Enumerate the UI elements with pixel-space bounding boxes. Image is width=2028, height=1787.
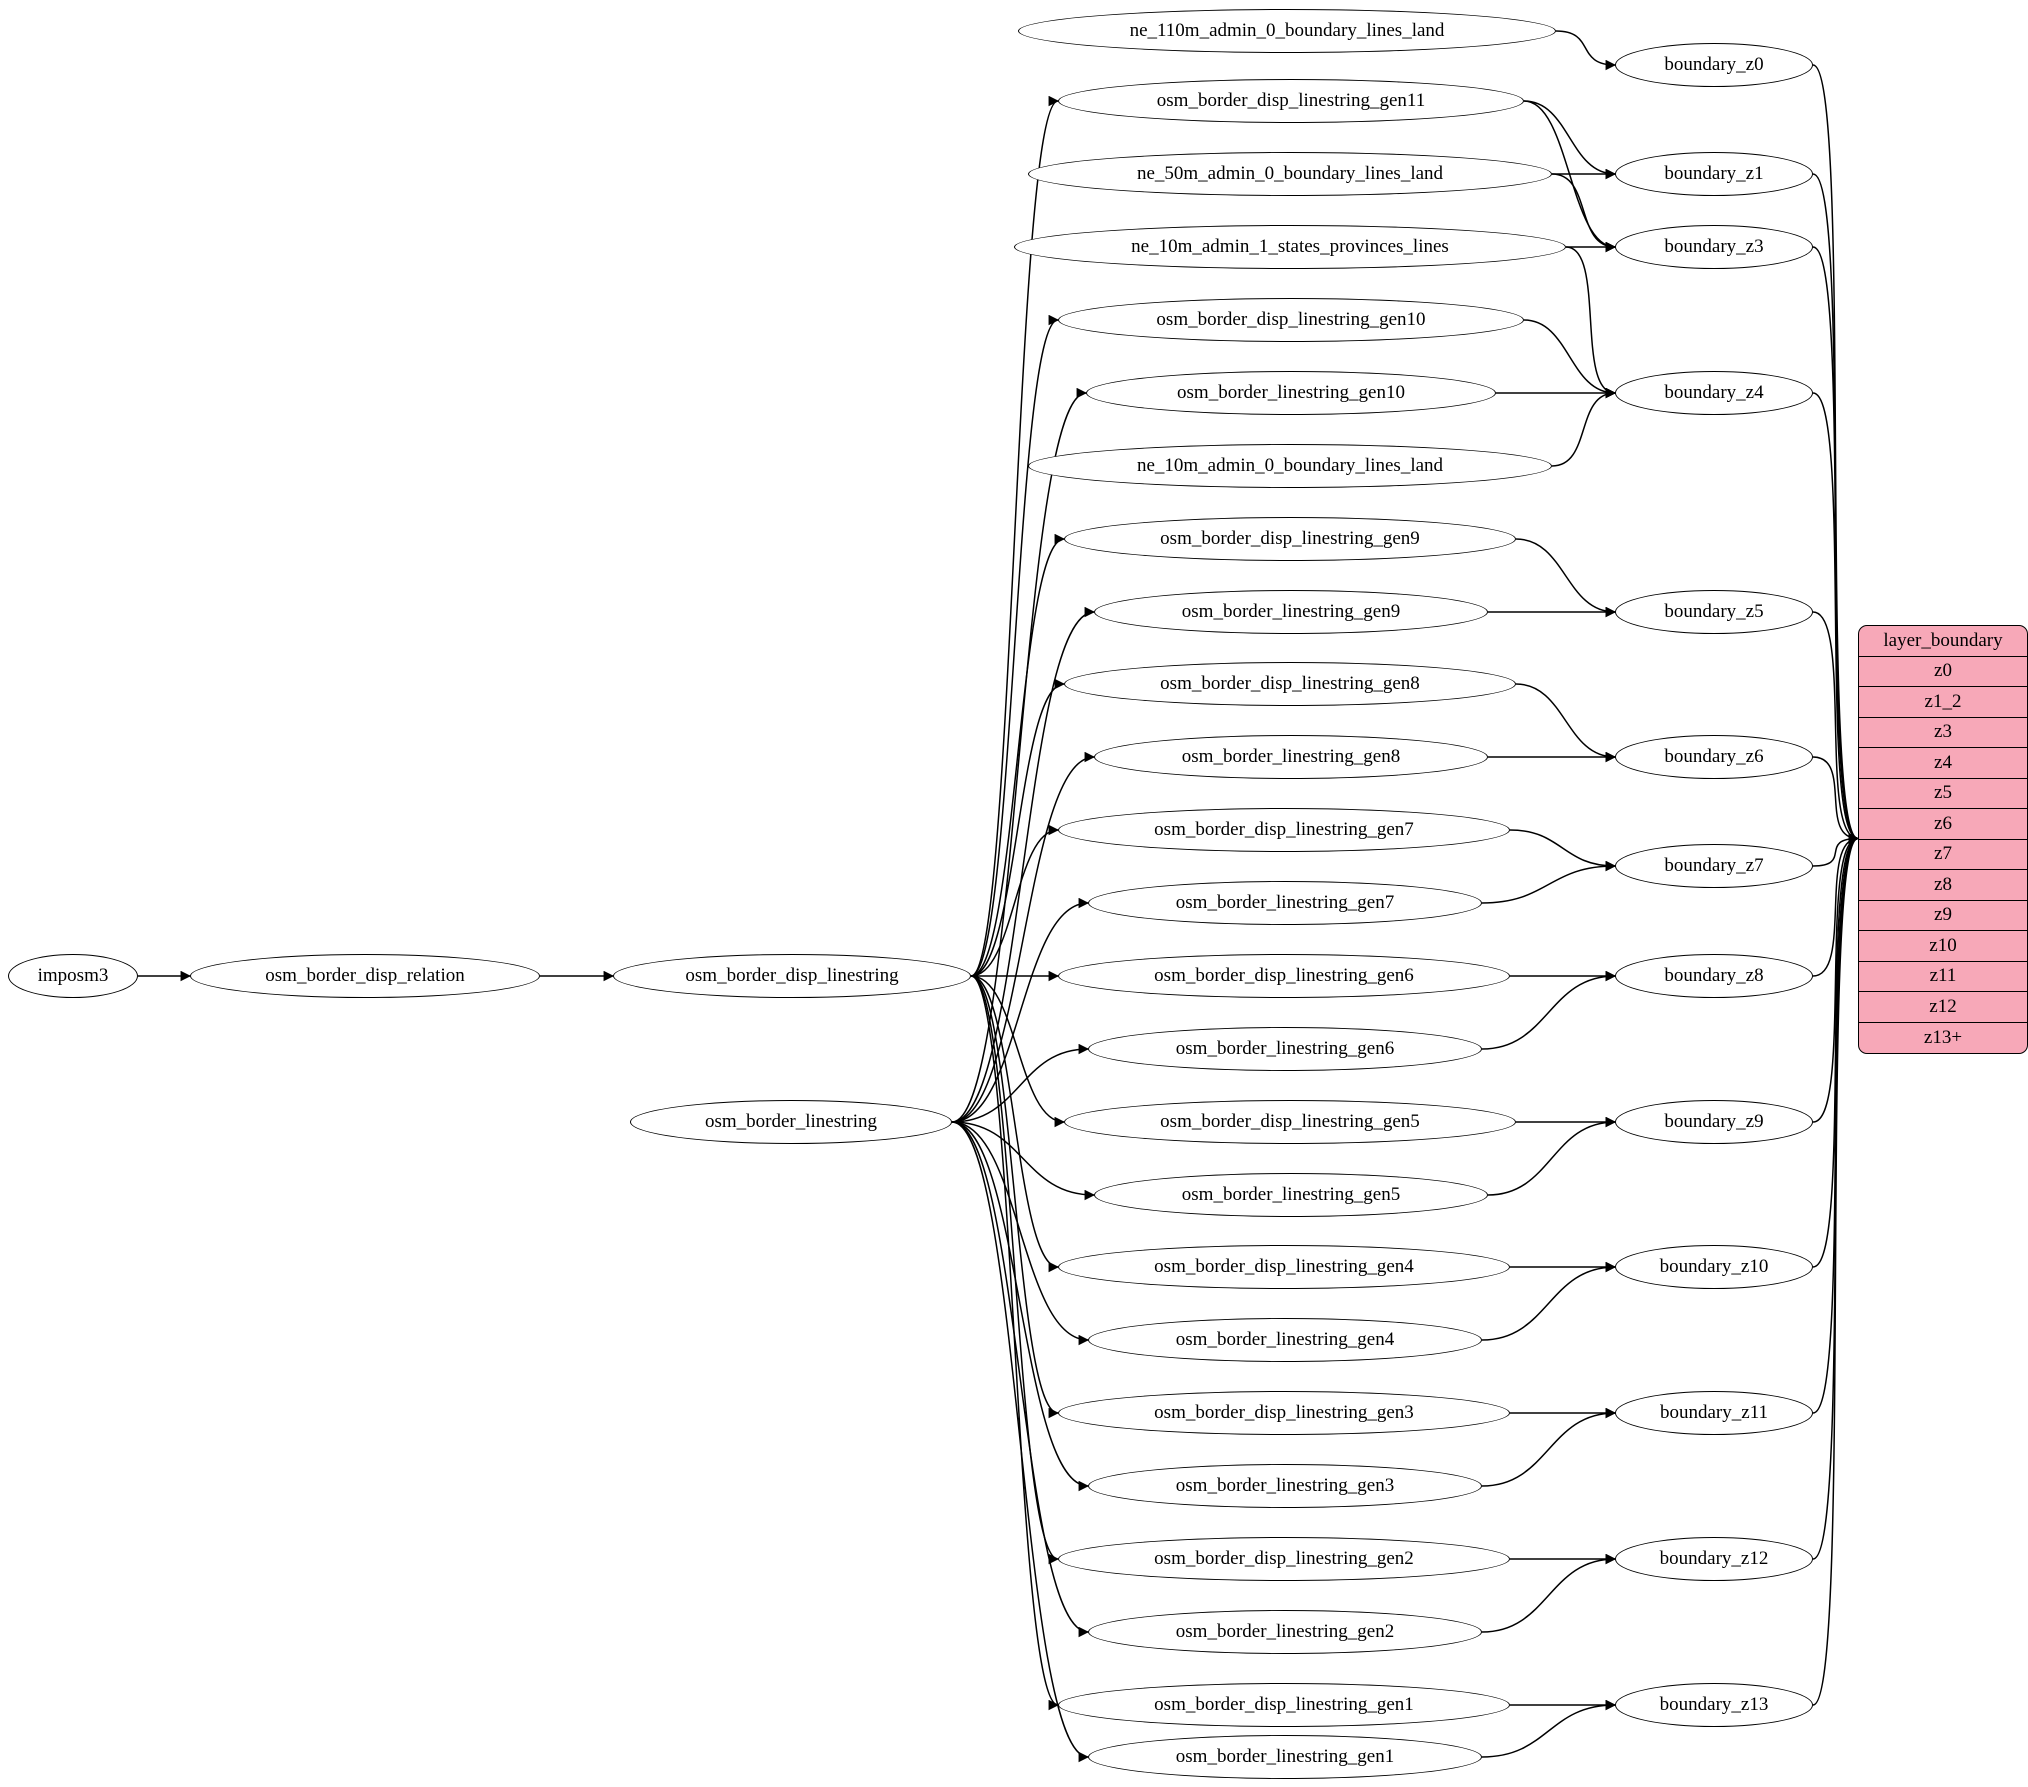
graph-node-osm_border_linestring_gen8[interactable] [1094,735,1488,779]
record-row-z1_2[interactable]: z1_2 [1859,687,2027,718]
record-row-z0[interactable]: z0 [1859,657,2027,688]
graph-node-label: osm_border_disp_linestring_gen8 [1160,673,1420,694]
graph-node-osm_border_linestring_gen10[interactable] [1086,371,1496,415]
graph-node-osm_border_linestring_gen2[interactable] [1088,1610,1482,1654]
edge-boundary_z1-to-layer_boundary [1813,174,1858,839]
graph-node-osm_border_linestring_gen1[interactable] [1088,1735,1482,1779]
edge-osm_border_disp_linestring-to-osm_border_disp_linestring_gen2 [971,976,1058,1559]
edge-osm_border_disp_linestring-to-osm_border_disp_linestring_gen9 [971,539,1064,976]
graph-node-label: boundary_z4 [1664,382,1764,403]
graph-node-label: osm_border_linestring_gen10 [1177,382,1405,403]
graph-node-osm_border_linestring_gen9[interactable] [1094,590,1488,634]
graph-node-label: osm_border_disp_relation [265,965,465,986]
edge-osm_border_disp_linestring-to-osm_border_disp_linestring_gen7 [971,830,1058,976]
edge-osm_border_disp_linestring-to-osm_border_disp_linestring_gen3 [971,976,1058,1413]
graph-node-label: ne_50m_admin_0_boundary_lines_land [1136,163,1444,184]
edge-osm_border_linestring-to-osm_border_linestring_gen10 [952,393,1086,1122]
graph-node-label: osm_border_linestring_gen8 [1181,746,1401,767]
graph-node-ne_10m_admin_1_states_provinces_lines[interactable] [1014,225,1566,269]
graph-node-label: osm_border_linestring_gen5 [1181,1184,1401,1205]
graph-node-osm_border_disp_relation[interactable] [190,954,540,998]
edge-osm_border_disp_linestring-to-osm_border_disp_linestring_gen8 [971,684,1064,976]
graph-node-osm_border_disp_linestring_gen5[interactable] [1064,1100,1516,1144]
graph-node-label: boundary_z0 [1664,54,1764,75]
record-row-z5[interactable]: z5 [1859,779,2027,810]
graph-node-label: osm_border_disp_linestring_gen1 [1154,1694,1414,1715]
graph-node-osm_border_linestring_gen5[interactable] [1094,1173,1488,1217]
graph-node-boundary_z12[interactable] [1615,1537,1813,1581]
edge-osm_border_disp_linestring-to-osm_border_disp_linestring_gen5 [971,976,1064,1122]
graph-node-osm_border_linestring_gen7[interactable] [1088,881,1482,925]
record-row-z7[interactable]: z7 [1859,840,2027,871]
graph-node-label: osm_border_disp_linestring_gen7 [1154,819,1414,840]
graph-node-ne_50m_admin_0_boundary_lines_land[interactable] [1028,152,1552,196]
graph-node-label: osm_border_disp_linestring_gen2 [1154,1548,1414,1569]
graph-node-label: boundary_z8 [1664,965,1764,986]
edge-osm_border_linestring_gen2-to-boundary_z12 [1482,1559,1615,1632]
record-row-z3[interactable]: z3 [1859,718,2027,749]
edge-ne_50m_admin_0_boundary_lines_land-to-boundary_z3 [1552,174,1615,247]
edge-osm_border_disp_linestring_gen9-to-boundary_z5 [1516,539,1615,612]
edge-osm_border_linestring_gen4-to-boundary_z10 [1482,1267,1615,1340]
graph-node-label: osm_border_linestring_gen6 [1175,1038,1395,1059]
graph-node-osm_border_linestring_gen3[interactable] [1088,1464,1482,1508]
graph-node-label: osm_border_disp_linestring_gen6 [1154,965,1414,986]
edge-osm_border_disp_linestring_gen11-to-boundary_z1 [1524,101,1615,174]
graph-node-osm_border_disp_linestring_gen7[interactable] [1058,808,1510,852]
edge-osm_border_linestring_gen3-to-boundary_z11 [1482,1413,1615,1486]
edge-boundary_z6-to-layer_boundary [1813,757,1858,839]
record-row-z13plus[interactable]: z13+ [1923,1026,1963,1048]
graph-node-label: boundary_z7 [1664,855,1764,876]
graph-node-ne_110m_admin_0_boundary_lines_land[interactable] [1018,9,1556,53]
edge-osm_border_disp_linestring-to-osm_border_disp_linestring_gen1 [971,976,1058,1705]
record-row-z11[interactable]: z11 [1859,962,2027,993]
edge-boundary_z10-to-layer_boundary [1813,839,1858,1268]
edge-boundary_z5-to-layer_boundary [1813,612,1858,839]
graph-node-osm_border_disp_linestring_gen4[interactable] [1058,1245,1510,1289]
record-row-layer_boundary[interactable]: layer_boundary [1859,626,2027,657]
graph-node-label: osm_border_disp_linestring_gen4 [1154,1256,1414,1277]
graph-node-label: boundary_z5 [1664,601,1764,622]
graph-node-label: osm_border_disp_linestring_gen5 [1160,1111,1420,1132]
edge-boundary_z13-to-layer_boundary [1813,839,1858,1706]
record-row-z4[interactable]: z4 [1859,748,2027,779]
edge-boundary_z0-to-layer_boundary [1813,65,1858,839]
edge-boundary_z7-to-layer_boundary [1813,839,1858,867]
graph-node-imposm3[interactable] [8,954,138,998]
graph-node-label: ne_10m_admin_1_states_provinces_lines [1131,236,1449,257]
graph-node-boundary_z5[interactable] [1615,590,1813,634]
graph-node-osm_border_disp_linestring_gen8[interactable] [1064,662,1516,706]
graph-node-label: osm_border_linestring_gen1 [1175,1746,1395,1767]
graph-node-osm_border_linestring[interactable] [630,1100,952,1144]
graph-node-ne_10m_admin_0_boundary_lines_land[interactable] [1028,444,1552,488]
graph-node-label: osm_border_disp_linestring [685,965,899,986]
edge-osm_border_linestring-to-osm_border_linestring_gen7 [952,903,1088,1122]
graph-node-osm_border_disp_linestring_gen2[interactable] [1058,1537,1510,1581]
graph-node-label: boundary_z3 [1664,236,1764,257]
edge-boundary_z12-to-layer_boundary [1813,839,1858,1560]
graph-node-label: boundary_z11 [1660,1402,1768,1423]
edge-osm_border_disp_linestring_gen7-to-boundary_z7 [1510,830,1615,866]
graph-node-label: osm_border_linestring_gen4 [1175,1329,1395,1350]
graph-node-label: osm_border_disp_linestring_gen9 [1160,528,1420,549]
graph-node-osm_border_disp_linestring_gen3[interactable] [1058,1391,1510,1435]
edge-osm_border_disp_linestring-to-osm_border_disp_linestring_gen10 [971,320,1058,976]
graph-node-label: osm_border_linestring [704,1111,878,1132]
edge-osm_border_linestring-to-osm_border_linestring_gen3 [952,1122,1088,1486]
graph-node-label: boundary_z9 [1664,1111,1764,1132]
graph-node-osm_border_disp_linestring_gen6[interactable] [1058,954,1510,998]
graph-node-label: boundary_z1 [1664,163,1764,184]
record-row-z10[interactable]: z10 [1859,931,2027,962]
graph-node-boundary_z13[interactable] [1615,1683,1813,1727]
graph-node-label: osm_border_linestring_gen2 [1175,1621,1395,1642]
graph-node-label: boundary_z13 [1659,1694,1769,1715]
graph-node-boundary_z10[interactable] [1615,1245,1813,1289]
edge-boundary_z8-to-layer_boundary [1813,839,1858,977]
graph-node-label: boundary_z12 [1659,1548,1769,1569]
edge-osm_border_linestring_gen1-to-boundary_z13 [1482,1705,1615,1757]
record-row-z9[interactable]: z9 [1859,901,2027,932]
graph-node-label: imposm3 [37,965,109,986]
edge-osm_border_disp_linestring-to-osm_border_disp_linestring_gen4 [971,976,1058,1267]
edge-boundary_z4-to-layer_boundary [1813,393,1858,839]
edge-ne_10m_admin_1_states_provinces_lines-to-boundary_z4 [1566,247,1615,393]
edge-osm_border_disp_linestring-to-osm_border_disp_linestring_gen11 [971,101,1058,976]
graph-node-boundary_z1[interactable] [1615,152,1813,196]
graph-node-label: ne_10m_admin_0_boundary_lines_land [1136,455,1444,476]
edge-osm_border_disp_linestring_gen8-to-boundary_z6 [1516,684,1615,757]
graph-node-label: boundary_z6 [1664,746,1764,767]
edge-osm_border_linestring_gen6-to-boundary_z8 [1482,976,1615,1049]
graph-node-boundary_z8[interactable] [1615,954,1813,998]
graph-node-boundary_z7[interactable] [1615,844,1813,888]
graph-node-boundary_z6[interactable] [1615,735,1813,779]
graph-node-osm_border_disp_linestring_gen10[interactable] [1058,298,1524,342]
graph-node-osm_border_disp_linestring_gen11[interactable] [1058,79,1524,123]
graph-node-label: ne_110m_admin_0_boundary_lines_land [1129,20,1445,41]
graph-node-osm_border_linestring_gen4[interactable] [1088,1318,1482,1362]
graph-node-label: boundary_z10 [1659,1256,1769,1277]
edge-osm_border_linestring_gen5-to-boundary_z9 [1488,1122,1615,1195]
graph-node-label: osm_border_disp_linestring_gen10 [1156,309,1426,330]
edge-ne_110m_admin_0_boundary_lines_land-to-boundary_z0 [1556,31,1615,65]
graph-node-boundary_z3[interactable] [1615,225,1813,269]
edge-osm_border_linestring-to-osm_border_linestring_gen8 [952,757,1094,1122]
edge-osm_border_linestring-to-osm_border_linestring_gen6 [952,1049,1088,1122]
graph-node-osm_border_linestring_gen6[interactable] [1088,1027,1482,1071]
graph-record-layer_boundary[interactable] [1858,625,2028,1054]
graph-node-label: osm_border_linestring_gen3 [1175,1475,1395,1496]
edge-boundary_z9-to-layer_boundary [1813,839,1858,1123]
graph-node-boundary_z4[interactable] [1615,371,1813,415]
graph-node-osm_border_disp_linestring_gen9[interactable] [1064,517,1516,561]
graph-node-boundary_z0[interactable] [1615,43,1813,87]
edge-ne_10m_admin_0_boundary_lines_land-to-boundary_z4 [1552,393,1615,466]
graph-node-label: osm_border_disp_linestring_gen3 [1154,1402,1414,1423]
edge-osm_border_linestring-to-osm_border_linestring_gen4 [952,1122,1088,1340]
edge-osm_border_linestring-to-osm_border_linestring_gen1 [952,1122,1088,1757]
graph-node-label: osm_border_disp_linestring_gen11 [1156,90,1426,111]
record-row-z6[interactable]: z6 [1859,809,2027,840]
graph-node-osm_border_disp_linestring_gen1[interactable] [1058,1683,1510,1727]
edge-osm_border_linestring_gen7-to-boundary_z7 [1482,866,1615,903]
graph-node-label: osm_border_linestring_gen7 [1175,892,1395,913]
edge-boundary_z3-to-layer_boundary [1813,247,1858,839]
edge-boundary_z11-to-layer_boundary [1813,839,1858,1414]
graph-node-boundary_z9[interactable] [1615,1100,1813,1144]
graph-node-osm_border_disp_linestring[interactable] [613,954,971,998]
edge-osm_border_disp_linestring_gen10-to-boundary_z4 [1524,320,1615,393]
graph-node-label: osm_border_linestring_gen9 [1181,601,1401,622]
edge-osm_border_linestring-to-osm_border_linestring_gen5 [952,1122,1094,1195]
record-row-z8[interactable]: z8 [1859,870,2027,901]
graph-node-boundary_z11[interactable] [1615,1391,1813,1435]
record-row-z12[interactable]: z12 [1859,992,2027,1023]
